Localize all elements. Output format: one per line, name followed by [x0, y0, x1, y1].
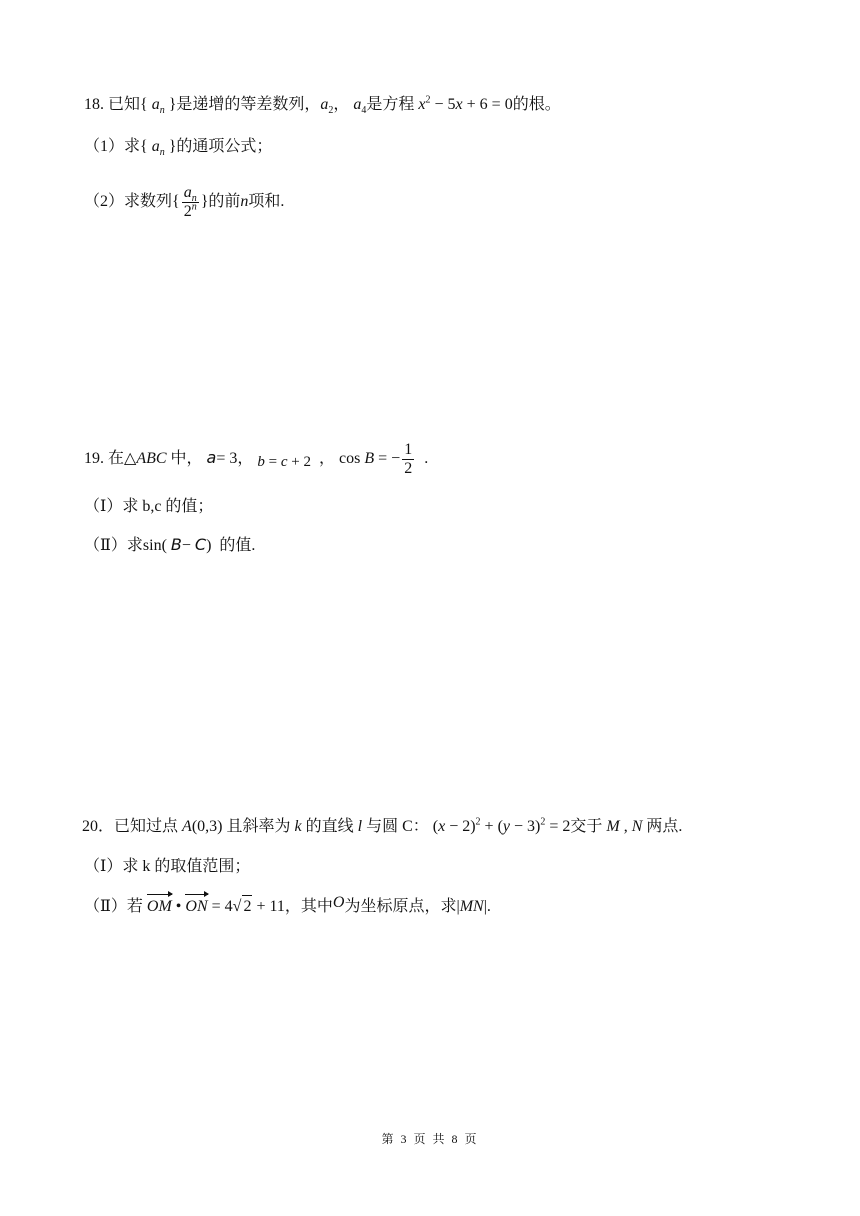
math-sin-b-minus-c: sin( B− C)	[142, 535, 212, 554]
math-abs-mn: |MN|	[456, 898, 487, 915]
question-20-number: 20．	[82, 818, 115, 835]
math-b-equals-c-plus-2: b = c + 2	[257, 454, 312, 470]
question-19-stem: 19. 在△ABC 中， a= 3， b = c + 2 ， cos B = − $\frac{1}{2}$ .	[84, 440, 429, 477]
math-origin-o: O	[332, 894, 345, 911]
question-18-part-1: （1）求{ $a_n$ }的通项公式；	[84, 138, 273, 159]
math-a4: $a_4$	[353, 96, 367, 117]
math-a-equals-3: a= 3	[206, 448, 238, 467]
question-18-stem: 18. 已知{ $a_n$ }是递增的等差数列，$a_2$， $a_4$是方程 $x^2 - 5x + 6 = 0$的根。	[84, 94, 561, 117]
question-18-number: 18.	[84, 96, 104, 113]
math-circle-equation: $(x - 2)^2 + (y - 3)^2 = 2$	[432, 816, 571, 835]
question-19-part-1: （Ⅰ）求 b,c 的值；	[84, 498, 214, 515]
math-fraction-an-over-2n: $\frac{a_n}{2^n}$	[183, 183, 197, 220]
page-footer: 第 3 页 共 8 页	[381, 1132, 479, 1146]
question-19-number: 19.	[84, 450, 104, 467]
question-19-part-2: （Ⅱ）求sin( B− C) 的值.	[84, 535, 256, 554]
math-m-n: M , N	[606, 818, 643, 835]
math-a2: $a_2$	[320, 96, 334, 117]
math-an: $a_n$	[151, 138, 165, 159]
question-20-part-2: （Ⅱ）若 OM • ON = 4√ 2 + 11，其中O为坐标原点，求|MN|.	[84, 892, 491, 918]
math-n: n	[240, 193, 249, 210]
question-18-part-2: （2）求数列{ $\frac{a_n}{2^n}$ }的前n项和.	[84, 183, 285, 220]
question-20-part-1: （Ⅰ）求 k 的取值范围；	[84, 858, 251, 875]
math-point-a: A(0,3)	[182, 818, 223, 835]
math-cos-b: cos B = − $\frac{1}{2}$	[339, 440, 413, 477]
math-vector-dot-product: OM • ON = 4√ 2 + 11	[147, 898, 285, 915]
math-equation: $x^2 - 5x + 6 = 0$	[418, 94, 513, 113]
math-an: $a_n$	[151, 96, 165, 117]
question-20-stem: 20．已知过点 A(0,3) 且斜率为 k 的直线 l 与圆 C： $(x - 2)^2 + (y - 3)^2 = 2$交于 M , N 两点.	[82, 816, 683, 835]
